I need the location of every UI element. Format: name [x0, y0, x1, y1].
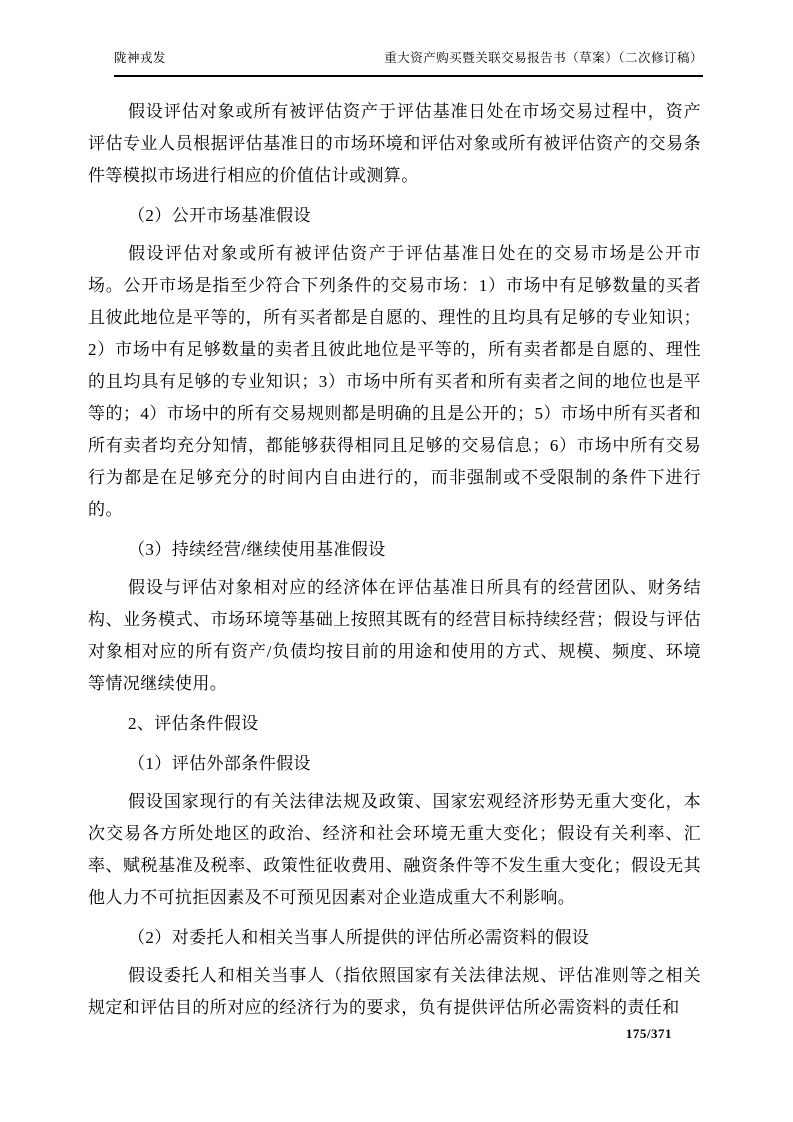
document-body [88, 96, 701, 1024]
heading-client-materials-assumption: （2）对委托人和相关当事人所提供的评估所必需资料的假设 [128, 928, 590, 947]
paragraph-client-materials: 假设委托人和相关当事人（指依照国家有关法律法规、评估准则等之相关规定和评估目的所对应的经济行为的要求，负有提供评估所必需资料的责任和 [88, 966, 701, 1017]
page-number: 175/371 [625, 1026, 672, 1041]
heading-open-market-assumption: （2）公开市场基准假设 [128, 206, 311, 225]
page-header [114, 50, 703, 77]
heading-external-condition-assumption: （1）评估外部条件假设 [128, 754, 311, 773]
paragraph-open-market-conditions: 假设评估对象或所有被评估资产于评估基准日处在的交易市场是公开市场。公开市场是指至少符合下列条件的交易市场：1）市场中有足够数量的买者且彼此地位是平等的，所有买者都是自愿的、理性的且均具有足够的专业知识；2）市场中有足够数量的卖者且彼此地位是平等的，所有卖者都是自愿的、理性的且均具有足够的专业知识；3）市场中所有买者和所有卖者之间的地位也是平等的；4）市场中的所有交易规则都是明确的且是公开的；5）市场中所有买者和所有卖者均充分知情，都能够获得相同且足够的交易信息；6）市场中所有交易行为都是在足够充分的时间内自由进行的，而非强制或不受限制的条件下进行的。 [88, 244, 701, 519]
header-company-name: 陇神戎发 [114, 51, 167, 65]
heading-valuation-condition-assumptions: 2、评估条件假设 [128, 714, 259, 733]
paragraph-going-concern: 假设与评估对象相对应的经济体在评估基准日所具有的经营团队、财务结构、业务模式、市场环境等基础上按照其既有的经营目标持续经营；假设与评估对象相对应的所有资产/负债均按目前的用途和使用的方式、规模、频度、环境等情况继续使用。 [88, 578, 701, 693]
heading-going-concern-assumption: （3）持续经营/继续使用基准假设 [128, 540, 386, 559]
header-report-title: 重大资产购买暨关联交易报告书（草案）（二次修订稿） [384, 51, 703, 65]
paragraph-market-simulation: 假设评估对象或所有被评估资产于评估基准日处在市场交易过程中，资产评估专业人员根据评估基准日的市场环境和评估对象或所有被评估资产的交易条件等模拟市场进行相应的价值估计或测算。 [88, 102, 701, 185]
paragraph-external-conditions: 假设国家现行的有关法律法规及政策、国家宏观经济形势无重大变化，本次交易各方所处地区的政治、经济和社会环境无重大变化；假设有关利率、汇率、赋税基准及税率、政策性征收费用、融资条件等不发生重大变化；假设无其他人力不可抗拒因素及不可预见因素对企业造成重大不利影响。 [88, 792, 701, 907]
